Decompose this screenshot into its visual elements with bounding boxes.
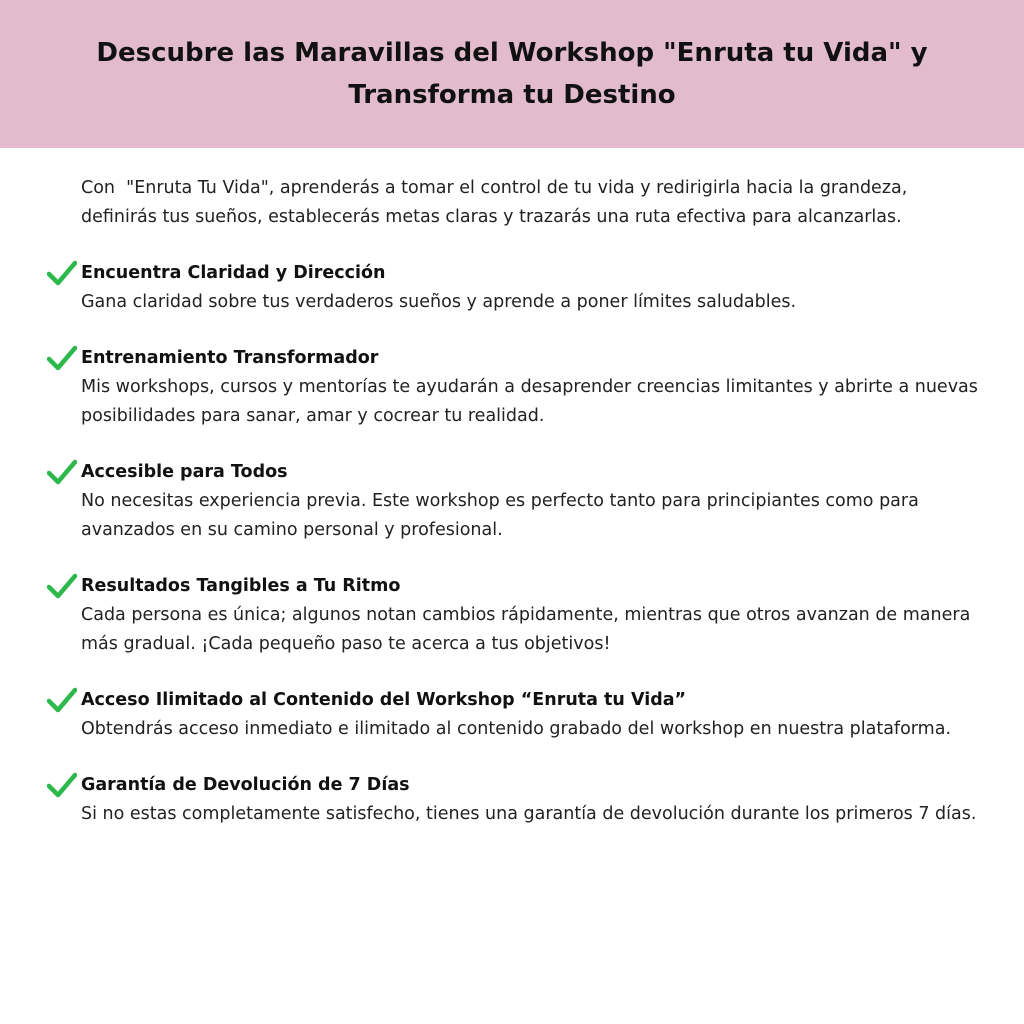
checkmark-icon: [47, 573, 77, 599]
feature-item-accesible: [81, 458, 981, 545]
checkmark-icon: [47, 345, 77, 371]
checkmark-icon: [47, 772, 77, 798]
feature-item-claridad: [81, 259, 981, 317]
main-content: [81, 174, 981, 829]
checkmark-icon: [47, 260, 77, 286]
checkmark-icon: [47, 687, 77, 713]
feature-item-entrenamiento: [81, 344, 981, 431]
feature-title: Entrenamiento Transformador: [81, 348, 379, 368]
feature-description: Cada persona es única; algunos notan cambios rápidamente, mientras que otros avanzan de manera más gradual. ¡Cada pequeño paso te acerca a tus objetivos!: [81, 605, 971, 654]
feature-description: No necesitas experiencia previa. Este workshop es perfecto tanto para principiantes como para avanzados en su camino personal y profesional.: [81, 491, 919, 540]
feature-item-acceso: [81, 686, 981, 744]
feature-title: Acceso Ilimitado al Contenido del Workshop “Enruta tu Vida”: [81, 690, 687, 710]
feature-title: Garantía de Devolución de 7 Días: [81, 775, 410, 795]
header-banner: [0, 0, 1024, 148]
feature-title: Encuentra Claridad y Dirección: [81, 263, 386, 283]
feature-description: Obtendrás acceso inmediato e ilimitado al contenido grabado del workshop en nuestra plataforma.: [81, 719, 952, 739]
feature-title: Resultados Tangibles a Tu Ritmo: [81, 576, 401, 596]
feature-title: Accesible para Todos: [81, 462, 288, 482]
checkmark-icon: [47, 459, 77, 485]
feature-description: Mis workshops, cursos y mentorías te ayudarán a desaprender creencias limitantes y abrirte a nuevas posibilidades para sanar, amar y cocrear tu realidad.: [81, 377, 978, 426]
feature-item-garantia: [81, 771, 981, 829]
page-title: Descubre las Maravillas del Workshop "Enruta tu Vida" y Transforma tu Destino: [96, 38, 928, 110]
feature-description: Si no estas completamente satisfecho, tienes una garantía de devolución durante los primeros 7 días.: [81, 804, 977, 824]
feature-item-resultados: [81, 572, 981, 659]
intro-paragraph: Con "Enruta Tu Vida", aprenderás a tomar el control de tu vida y redirigirla hacia la grandeza, definirás tus sueños, establecerás metas claras y trazarás una ruta efectiva para alcanzarlas.: [81, 178, 913, 227]
feature-description: Gana claridad sobre tus verdaderos sueños y aprende a poner límites saludables.: [81, 292, 797, 312]
